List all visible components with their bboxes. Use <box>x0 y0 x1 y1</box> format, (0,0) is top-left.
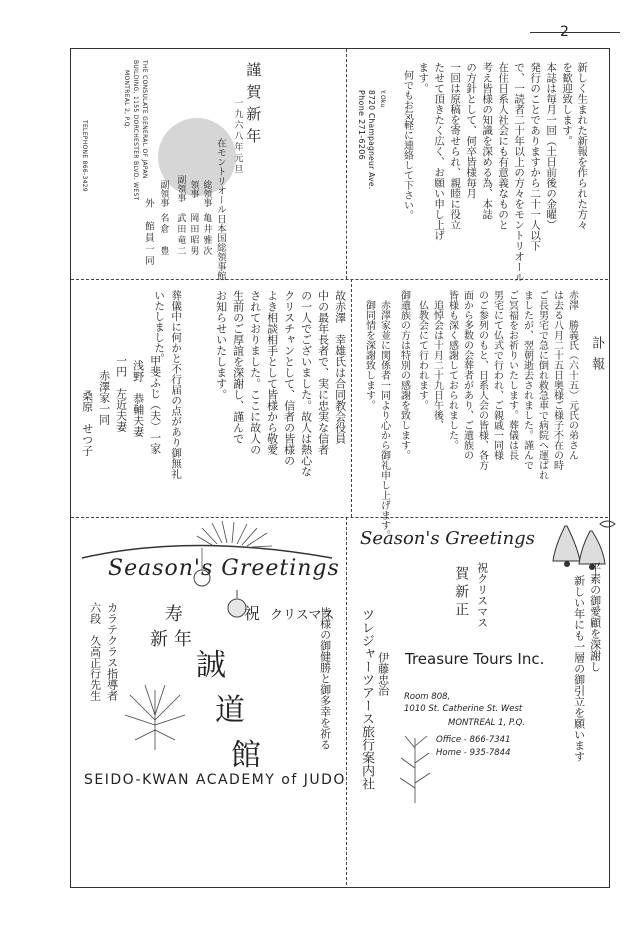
travel-city: MONTREAL 1, P.Q. <box>448 718 525 728</box>
condolence-line-8: お知らせいたします。 <box>214 290 228 400</box>
consul-general-name: 亀井雅次 <box>201 213 212 257</box>
consul1-name: 岡田昭男 <box>188 213 199 257</box>
consul2-name: 武田竜二 <box>175 213 186 257</box>
family-member-3: 一円 左近夫妻 <box>114 355 128 432</box>
divider-mid-vertical <box>351 279 352 517</box>
judo-season-greetings: Season's Greetings <box>108 556 340 581</box>
address-line-1: THE CONSULATE GENERAL OF JAPAN <box>141 60 148 179</box>
condolence-line-2: 中の最年長者で、実に忠実な信者 <box>316 290 330 455</box>
vice-consul-title: 副領事 <box>158 180 169 207</box>
consulate-greeting-title: 謹賀新年 <box>244 62 263 150</box>
family-member-5: 桑原 せつ子 <box>80 390 94 456</box>
consulate-staff: 外 館員一同 <box>142 198 154 267</box>
judo-academy-name: SEIDO-KWAN ACADEMY of JUDO <box>84 772 346 788</box>
christmas-bells-illustration <box>545 516 625 576</box>
family-member-1: 甲斐ふじ（夫）一家 <box>148 355 162 454</box>
condolence-closing: 葬儀中に何かと不行届の点があり御無礼 <box>170 290 183 479</box>
condolence-line-3: の一人でございました。故人は熱心な <box>299 290 313 477</box>
editorial-line-5: で、一読者二十年以上の方々をモントリオール <box>513 62 526 283</box>
editorial-line-3: 本誌は毎月一回（土日前後の金曜） <box>545 62 558 230</box>
judo-christmas: クリスマス <box>270 608 335 623</box>
editorial-line-7: 考え皆様の知識を深める為、本誌 <box>481 62 494 220</box>
consulate-date: 一九六八年元旦 <box>232 98 243 175</box>
travel-company-name: Treasure Tours Inc. <box>405 650 545 668</box>
travel-gashin: 賀新正 <box>453 566 470 620</box>
obituary-line-9: 皆様も深く感謝しておられました。 <box>446 290 458 450</box>
travel-shuku: 祝クリスマス <box>475 562 489 628</box>
obituary-line-2: は去る八月二十五日奥様ご様子不在の時 <box>551 290 563 470</box>
condolence-line-7: 生前のご厚誼を深謝し、謹んで <box>231 290 245 444</box>
obituary-line-6: 男宅にて仏式で行われ、ご親戚一同様 <box>491 290 503 460</box>
contact-name: Y.Oku <box>379 90 386 108</box>
family-member-4: 赤澤家一同 <box>97 370 111 425</box>
contact-phone: Phone 271-6206 <box>357 90 366 161</box>
judo-shinnen: 新年 <box>150 629 198 650</box>
judo-instructor-title: カラテクラス指導者 <box>105 602 119 701</box>
obituary-line-1: 赤澤 勝義氏（六十五）元氏の弟さん <box>566 290 578 460</box>
editorial-line-11: ます。 <box>417 62 430 94</box>
consul-general-title: 総領事 <box>201 180 212 207</box>
editorial-contact-label: 何でもお気軽に連絡して下さい。 <box>401 70 413 220</box>
editorial-line-8: の方針として、何卒皆様毎月 <box>465 62 478 199</box>
editorial-line-2: を歓迎致します。 <box>561 62 574 146</box>
obituary-line-5: ご冥福をお祈りいたします。葬儀は長 <box>506 290 518 460</box>
page-number-rule <box>530 32 620 33</box>
travel-room: Room 808, <box>404 692 451 702</box>
pine-sprig-bottom-illustration <box>120 680 190 760</box>
obituary-note: 御遺族の方は特別の感謝を致します。 <box>398 290 410 460</box>
obituary-title: 訃報 <box>588 336 604 378</box>
travel-season-greetings: Season's Greetings <box>360 528 535 549</box>
judo-club-char-1: 誠 <box>196 648 226 683</box>
travel-jp-company: ツレジャーツアース旅行案内社 <box>358 608 374 790</box>
condolence-line-1: 故赤澤 幸雄氏は合同教会役員 <box>333 290 347 444</box>
address-line-2: BUILDING, 1155 DORCHESTER BLVD. WEST <box>132 60 139 201</box>
obituary-line-4: ましたが、翌朝逝去されました。謹んで <box>521 290 533 470</box>
page-number: 2 <box>560 24 569 40</box>
address-line-4: TELEPHONE 866-3429 <box>81 120 88 192</box>
travel-jp-message: 皆様の御健勝と御多幸を祈る <box>318 607 332 750</box>
condolence-line-6: されておりました。ここに故人の <box>248 290 262 455</box>
judo-instructor-name: 六段 久高正行先生 <box>88 602 102 701</box>
divider-bottom-vertical <box>346 517 347 885</box>
obituary-line-3: ご長男宅で急に倒れ救急車で病院へ運ばれ <box>536 290 548 480</box>
divider-mid-horizontal <box>71 279 608 280</box>
consul2-title: 副領事 <box>175 175 186 202</box>
condolence-line-4: クリスチャンとして、信者の皆様の <box>282 290 296 466</box>
obituary-thanks: 赤澤家並に関係者一同より心から御礼申し上げます。 <box>378 300 390 540</box>
obituary-line-11: 仏教会にて行われます。 <box>416 300 428 410</box>
travel-office-phone: Office - 866-7341 <box>436 735 511 745</box>
holly-sprig-illustration <box>395 728 435 808</box>
editorial-line-10: たせて頂きたく広く、お願い申し上げ <box>433 62 446 241</box>
travel-thanks2: 新しい年にも一層の御引立を願います <box>572 575 586 762</box>
travel-street: 1010 St. Catherine St. West <box>404 704 523 714</box>
editorial-line-4: 発行のことでありますから二十一人以下 <box>529 62 542 251</box>
obituary-thanks2: 御同情を深謝致します。 <box>363 300 375 410</box>
editorial-line-1: 新しく生まれた新報を作られた方々 <box>576 62 589 230</box>
condolence-closing2: いたしました。 <box>153 290 166 364</box>
consulate-org: 在モントリオール日本国総領事館 <box>214 138 226 281</box>
editorial-line-9: 一回は原稿を寄せられ、親睦に役立 <box>449 62 462 230</box>
obituary-line-7: のご参列のもと、日系人会の皆様、各方 <box>476 290 488 470</box>
address-line-3: MONTREAL 2, P.Q. <box>123 70 130 130</box>
judo-club-char-3: 館 <box>231 738 261 773</box>
vice-consul-name: 名倉 豊 <box>158 213 169 257</box>
contact-address: 8720 Champagneur Ave. <box>367 90 376 190</box>
obituary-line-8: 面から多数の会葬者があり、ご遺族の <box>461 290 473 460</box>
travel-thanks: 平素の御愛顧を深謝し <box>588 562 602 672</box>
judo-kotobuki: 寿 <box>161 604 183 622</box>
editorial-line-6: 在住日系人社会にも有意義なものと <box>497 62 510 230</box>
consul1-title: 領事 <box>188 180 199 198</box>
judo-club-char-2: 道 <box>215 693 245 728</box>
family-member-2: 浅野 恭輔夫妻 <box>131 360 145 437</box>
travel-jp-owner: 伊藤忠治 <box>376 652 390 696</box>
divider-top-vertical <box>346 49 347 279</box>
condolence-line-5: よき相談相手として皆様から敬愛 <box>265 290 279 455</box>
travel-home-phone: Home - 935-7844 <box>436 748 511 758</box>
obituary-line-10: 追悼会は十月二十九日午後、 <box>431 300 443 430</box>
judo-shuku: 祝 <box>244 604 261 623</box>
